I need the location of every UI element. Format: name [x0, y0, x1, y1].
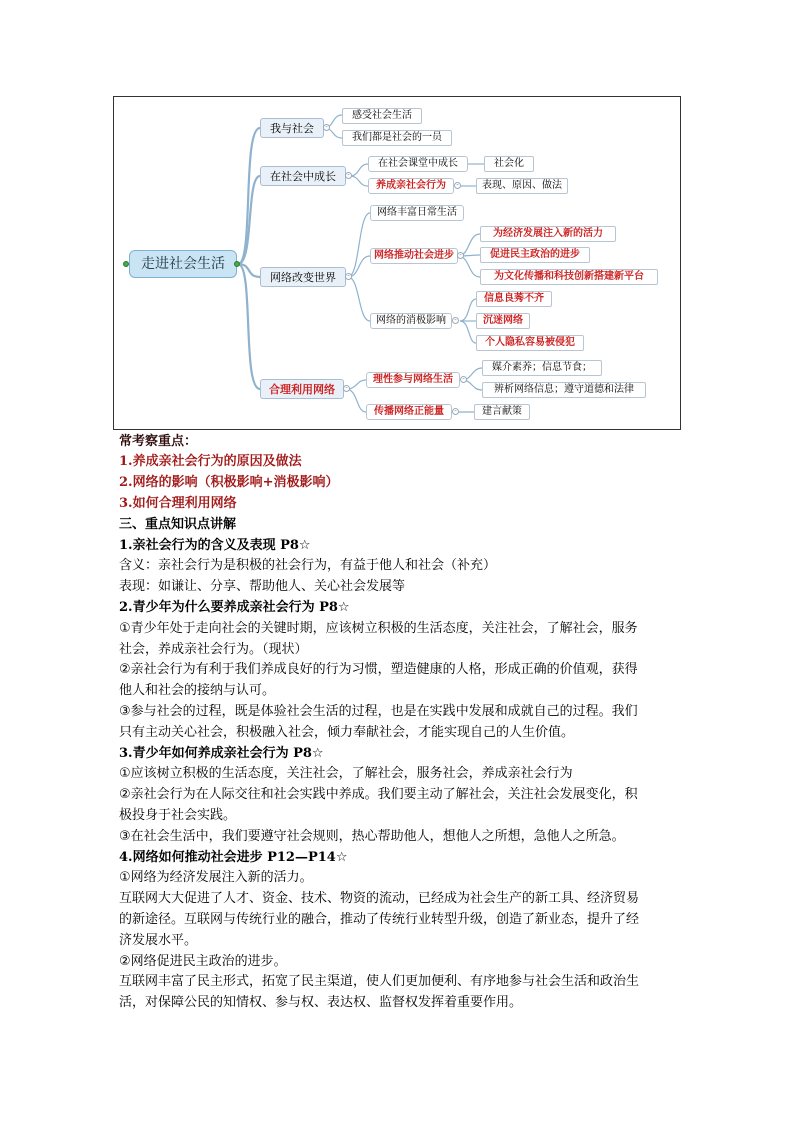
paragraph-line: ③参与社会的过程，既是体验社会生活的过程，也是在实践中发展和成就自己的过程。我们 — [119, 704, 638, 719]
paragraph-line: ②网络促进民主政治的进步。 — [119, 954, 287, 969]
mind-map — [113, 96, 681, 430]
leaf-jingji[interactable]: 为经济发展注入新的活力 — [480, 226, 616, 242]
paragraph-line: 含义：亲社会行为是积极的社会行为，有益于他人和社会（补充） — [119, 558, 497, 573]
key-point-3: 3.如何合理利用网络 — [119, 496, 237, 511]
branch-wangluo-gaibian[interactable]: 网络改变世界 — [260, 267, 346, 287]
leaf-chenmi[interactable]: 沉迷网络 — [476, 313, 530, 329]
branch-heli-liyong[interactable]: 合理利用网络 — [260, 379, 344, 399]
question-2-heading: 2.青少年为什么要养成亲社会行为 P8☆ — [119, 600, 350, 615]
paragraph-line: 表现：如谦让、分享、帮助他人、关心社会发展等 — [119, 579, 406, 594]
node-ketang[interactable]: 在社会课堂中成长 — [368, 156, 468, 172]
node-lixing[interactable]: 理性参与网络生活 — [366, 372, 460, 388]
key-point-2: 2.网络的影响（积极影响+消极影响） — [119, 475, 339, 490]
key-points-title: 常考察重点： — [119, 434, 198, 449]
question-1-heading: 1.亲社会行为的含义及表现 P8☆ — [119, 538, 311, 553]
paragraph-line: 极投身于社会实践。 — [119, 808, 237, 823]
paragraph-line: 活，对保障公民的知情权、参与权、表达权、监督权发挥着重要作用。 — [119, 995, 523, 1010]
question-3-heading: 3.青少年如何养成亲社会行为 P8☆ — [119, 746, 324, 761]
leaf-yiyuan[interactable]: 我们都是社会的一员 — [342, 130, 452, 146]
collapse-toggle[interactable]: - — [452, 317, 459, 324]
collapse-toggle[interactable]: - — [345, 172, 352, 179]
paragraph-line: 社会，养成亲社会行为。（现状） — [119, 642, 308, 657]
paragraph-line: 互联网大大促进了人才、资金、技术、物资的流动，已经成为社会生产的新工具、经济贸易 — [119, 891, 640, 906]
collapse-toggle[interactable]: - — [452, 408, 459, 415]
key-point-1: 1.养成亲社会行为的原因及做法 — [119, 454, 302, 469]
root-right-handle[interactable] — [234, 261, 240, 267]
branch-chengzhang[interactable]: 在社会中成长 — [260, 166, 346, 186]
paragraph-line: 济发展水平。 — [119, 933, 198, 948]
leaf-shehuihua[interactable]: 社会化 — [484, 156, 534, 172]
leaf-biaoxian[interactable]: 表现、原因、做法 — [476, 178, 568, 194]
node-qinshehui[interactable]: 养成亲社会行为 — [368, 178, 454, 194]
collapse-toggle[interactable]: - — [345, 273, 352, 280]
node-chuanbo[interactable]: 传播网络正能量 — [366, 404, 452, 420]
node-xiaoji[interactable]: 网络的消极影响 — [370, 313, 452, 329]
node-tuidong[interactable]: 网络推动社会进步 — [370, 248, 458, 264]
collapse-toggle[interactable]: - — [460, 376, 467, 383]
collapse-toggle[interactable]: - — [457, 252, 464, 259]
paragraph-line: 互联网丰富了民主形式，拓宽了民主渠道，使人们更加便利、有序地参与社会生活和政治生 — [119, 974, 640, 989]
paragraph-line: ②亲社会行为有利于我们养成良好的行为习惯，塑造健康的人格，形成正确的价值观，获得 — [119, 662, 638, 677]
collapse-toggle[interactable]: - — [323, 124, 330, 131]
leaf-jianyan[interactable]: 建言献策 — [474, 404, 530, 420]
star-icon: ☆ — [298, 538, 311, 553]
paragraph-line: 的新途径。互联网与传统行业的融合，推动了传统行业转型升级，创造了新业态，提升了经 — [119, 912, 640, 927]
leaf-yinsi[interactable]: 个人隐私容易被侵犯 — [476, 335, 584, 351]
paragraph-line: ①青少年处于走向社会的关键时期，应该树立积极的生活态度，关注社会，了解社会，服务 — [119, 621, 638, 636]
leaf-meijie[interactable]: 媒介素养；信息节食； — [482, 360, 602, 376]
paragraph-line: ③在社会生活中，我们要遵守社会规则，热心帮助他人，想他人之所想，急他人之所急。 — [119, 829, 625, 844]
paragraph-line: 只有主动关心社会，积极融入社会，倾力奉献社会，才能实现自己的人生价值。 — [119, 725, 575, 740]
paragraph-line: ②亲社会行为在人际交往和社会实践中养成。我们要主动了解社会，关注社会发展变化，积 — [119, 787, 638, 802]
paragraph-line: ①应该树立积极的生活态度，关注社会，了解社会，服务社会，养成亲社会行为 — [119, 766, 573, 781]
star-icon: ☆ — [311, 746, 324, 761]
leaf-liangyou[interactable]: 信息良莠不齐 — [476, 291, 552, 307]
leaf-ganshou[interactable]: 感受社会生活 — [342, 108, 422, 124]
section-heading: 三、重点知识点讲解 — [119, 517, 237, 532]
paragraph-line: 他人和社会的接纳与认可。 — [119, 683, 276, 698]
leaf-minzhu[interactable]: 促进民主政治的进步 — [480, 247, 590, 263]
root-node[interactable]: 走进社会生活 — [129, 250, 237, 278]
star-icon: ☆ — [335, 850, 348, 865]
question-4-heading: 4.网络如何推动社会进步 P12—P14☆ — [119, 850, 348, 865]
collapse-toggle[interactable]: - — [343, 385, 350, 392]
collapse-toggle[interactable]: - — [454, 182, 461, 189]
node-fengfu[interactable]: 网络丰富日常生活 — [370, 205, 464, 221]
leaf-bianxi[interactable]: 辨析网络信息；遵守道德和法律 — [482, 382, 646, 398]
branch-wo-yu-shehui[interactable]: 我与社会 — [260, 118, 324, 138]
paragraph-line: ①网络为经济发展注入新的活力。 — [119, 870, 313, 885]
leaf-wenhua[interactable]: 为文化传播和科技创新搭建新平台 — [480, 269, 658, 285]
star-icon: ☆ — [337, 600, 350, 615]
